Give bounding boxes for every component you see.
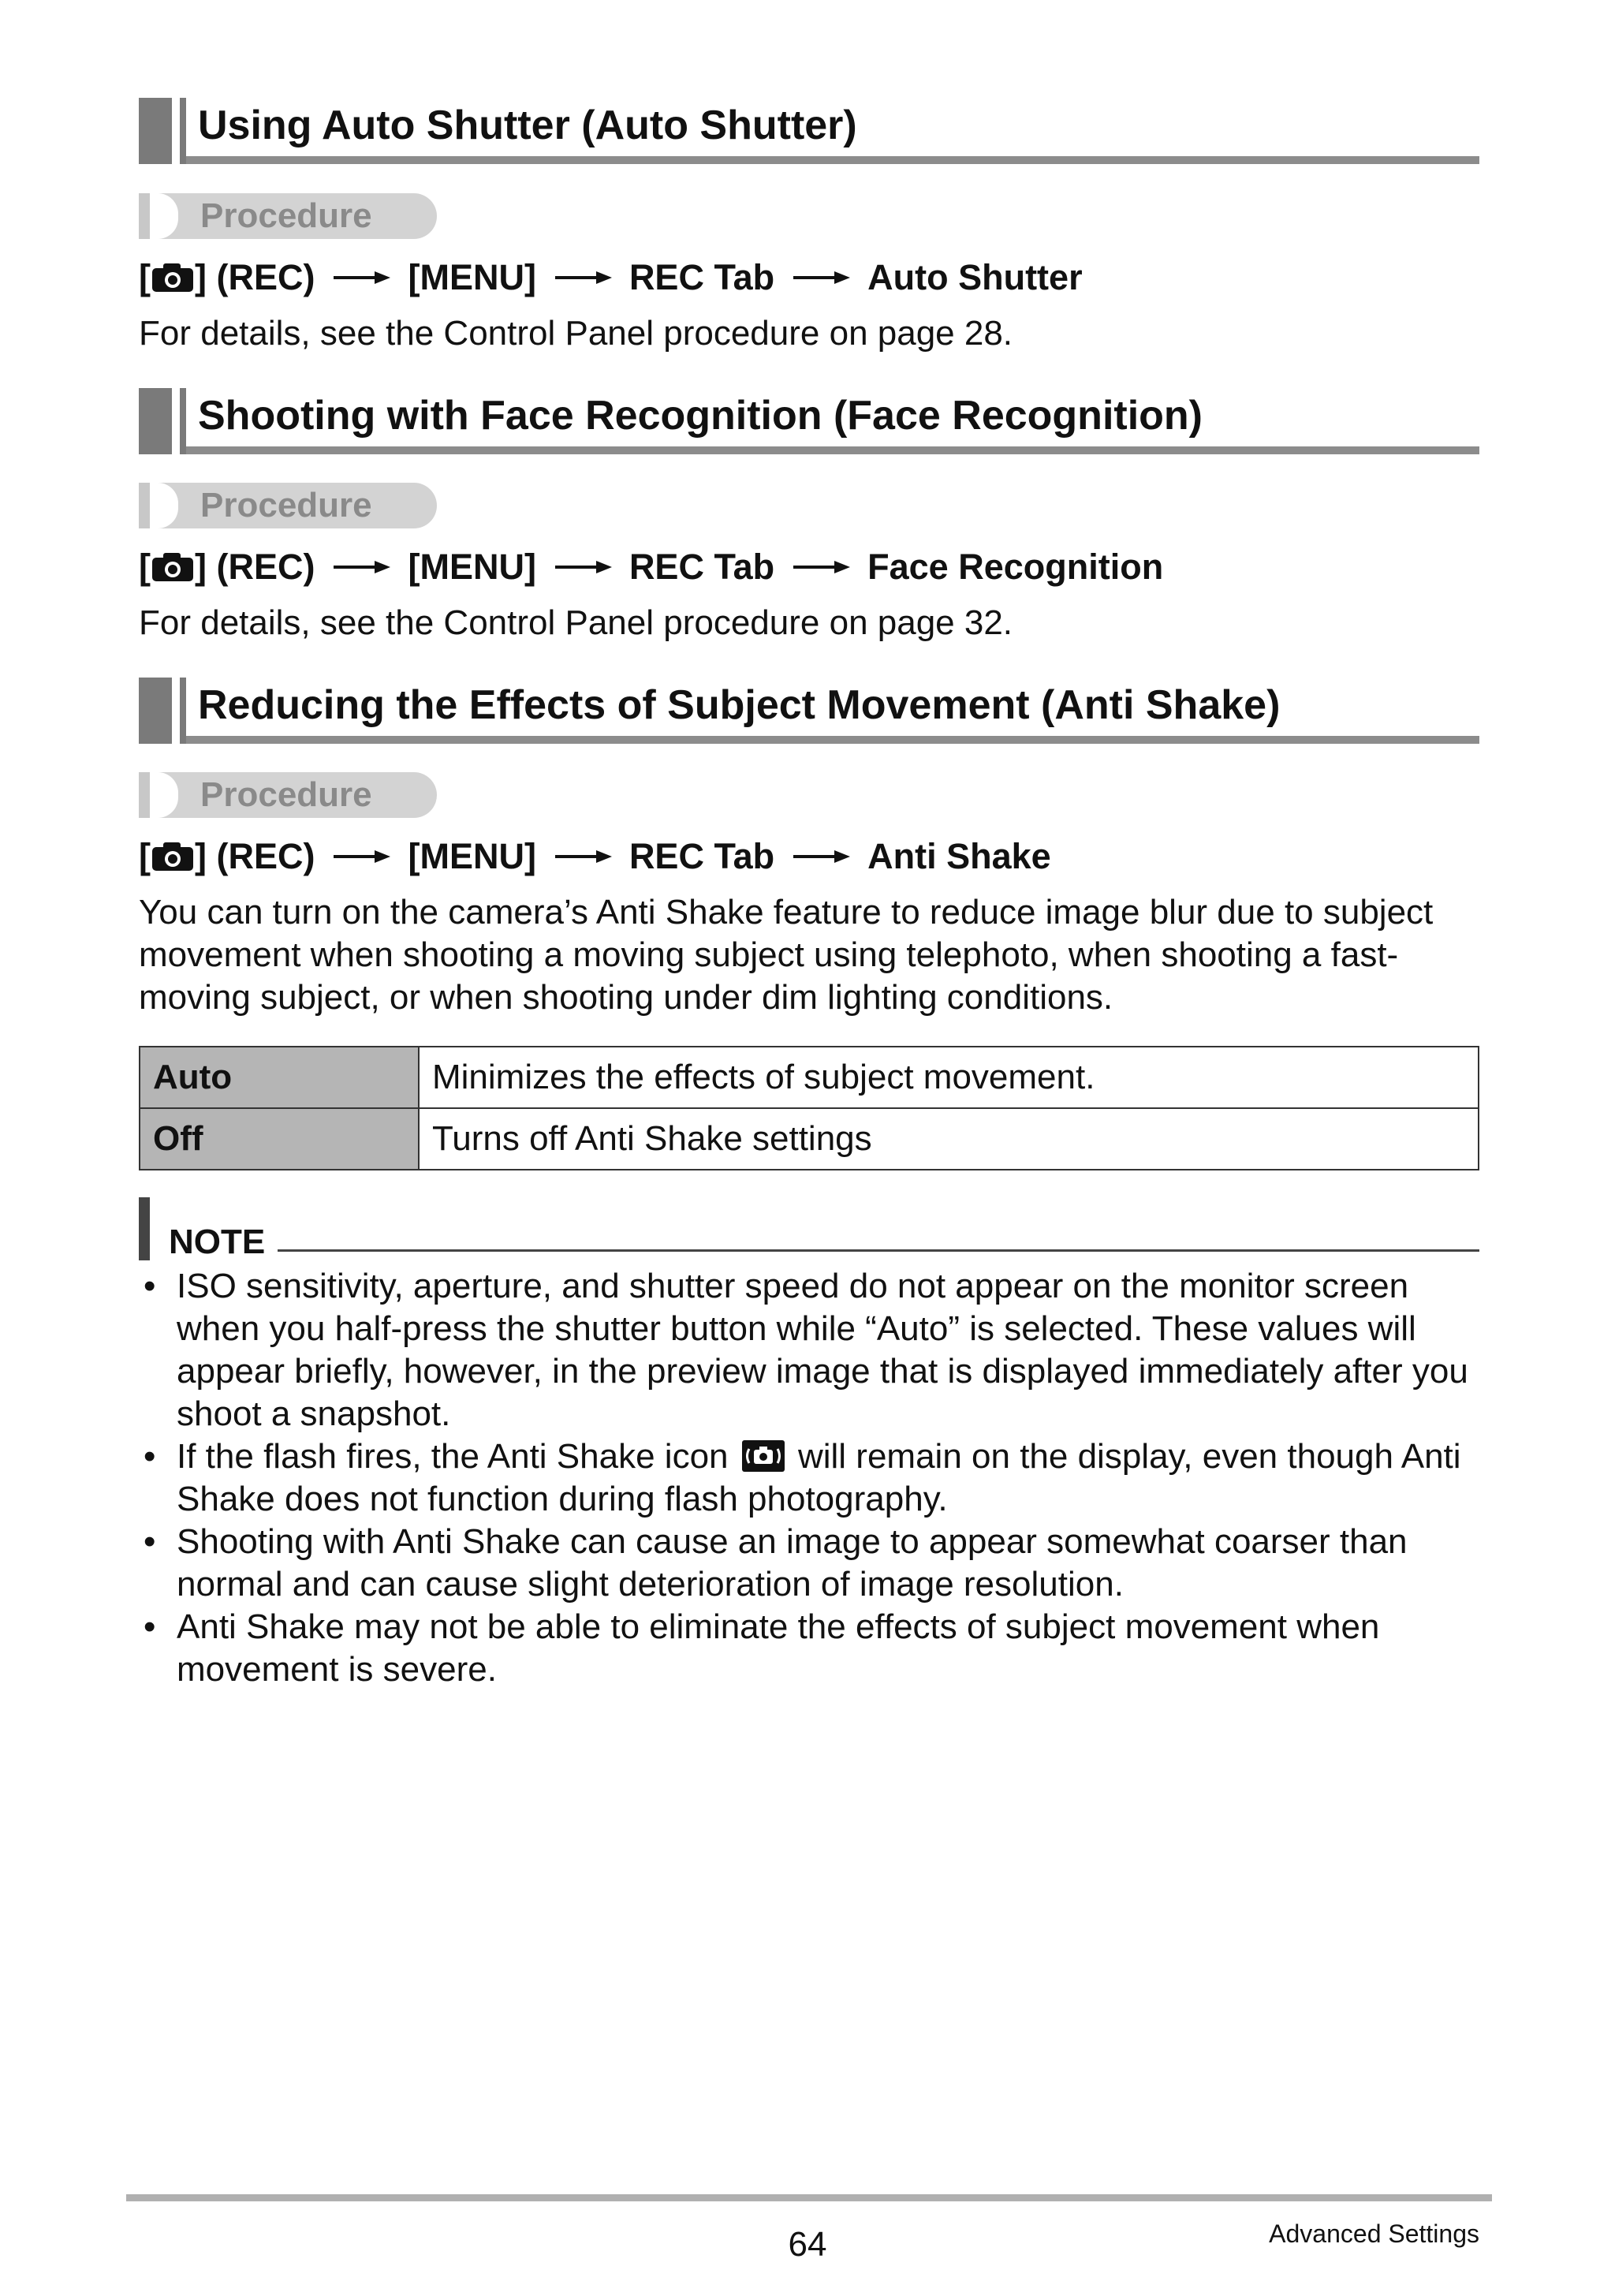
footer-section-name: Advanced Settings	[1269, 2219, 1479, 2248]
menu-item-label: Face Recognition	[867, 547, 1164, 587]
tab-label: REC Tab	[628, 836, 775, 876]
heading-marker-thin	[180, 98, 186, 164]
note-text: Shooting with Anti Shake can cause an image to appear somewhat coarser than normal and can cause slight deterioration of image resolution.	[177, 1522, 1408, 1603]
note-list	[139, 1265, 1495, 1691]
right-arrow-icon	[552, 270, 614, 286]
tab-label: REC Tab	[628, 257, 775, 297]
rec-label: ] (REC)	[195, 547, 315, 587]
heading-underline	[186, 156, 1479, 164]
bullet: •	[144, 1522, 156, 1561]
rec-label: ] (REC)	[195, 257, 315, 297]
menu-path	[139, 254, 1083, 301]
bracket-open: [	[139, 257, 151, 297]
anti-shake-icon	[741, 1439, 785, 1473]
setting-description: Turns off Anti Shake settings	[419, 1108, 1479, 1170]
setting-name: Off	[140, 1108, 419, 1170]
menu-label: [MENU]	[408, 836, 536, 876]
section-heading	[139, 678, 1479, 744]
menu-item-label: Anti Shake	[867, 836, 1051, 876]
bracket-open: [	[139, 547, 151, 587]
right-arrow-icon	[790, 559, 852, 575]
table-row	[140, 1108, 1479, 1170]
list-item	[139, 1265, 1495, 1435]
procedure-tab	[139, 193, 437, 239]
procedure-label: Procedure	[200, 486, 372, 525]
right-arrow-icon	[330, 270, 392, 286]
menu-path	[139, 543, 1163, 591]
procedure-label: Procedure	[200, 196, 372, 235]
anti-shake-settings-table	[139, 1046, 1479, 1170]
camera-icon	[151, 262, 195, 293]
procedure-tab	[139, 772, 437, 818]
list-item	[139, 1521, 1495, 1606]
section-text: For details, see the Control Panel procedure on page 28.	[139, 314, 1013, 353]
right-arrow-icon	[790, 270, 852, 286]
procedure-tab	[139, 483, 437, 528]
bullet: •	[144, 1267, 156, 1305]
right-arrow-icon	[330, 559, 392, 575]
right-arrow-icon	[552, 849, 614, 864]
menu-path	[139, 833, 1051, 880]
setting-name: Auto	[140, 1047, 419, 1108]
note-text: If the flash fires, the Anti Shake icon	[177, 1437, 729, 1476]
menu-item-label: Auto Shutter	[867, 257, 1083, 297]
section-text: For details, see the Control Panel procedure on page 32.	[139, 603, 1013, 642]
list-item	[139, 1606, 1495, 1691]
table-row	[140, 1047, 1479, 1108]
bracket-open: [	[139, 836, 151, 876]
menu-label: [MENU]	[408, 547, 536, 587]
section-title: Reducing the Effects of Subject Movement (Anti Shake)	[198, 682, 1281, 728]
camera-icon	[151, 551, 195, 583]
tab-label: REC Tab	[628, 547, 775, 587]
setting-description: Minimizes the effects of subject movement.	[419, 1047, 1479, 1108]
note-title: NOTE	[169, 1223, 266, 1261]
section-heading	[139, 98, 1479, 164]
page-number: 64	[788, 2225, 827, 2264]
note-text: ISO sensitivity, aperture, and shutter speed do not appear on the monitor screen when you half-press the shutter button while “Auto” is selected. These values will appear briefly, however, in the preview image that is displayed immediately after you shoot a snapshot.	[177, 1267, 1468, 1433]
heading-marker	[139, 98, 172, 164]
note-text: Anti Shake may not be able to eliminate the effects of subject movement when movement is severe.	[177, 1607, 1380, 1689]
note-rule	[278, 1249, 1479, 1252]
right-arrow-icon	[790, 849, 852, 864]
right-arrow-icon	[330, 849, 392, 864]
right-arrow-icon	[552, 559, 614, 575]
bullet: •	[144, 1607, 156, 1646]
note-marker	[139, 1197, 150, 1260]
menu-label: [MENU]	[408, 257, 536, 297]
section-title: Shooting with Face Recognition (Face Recognition)	[198, 393, 1203, 439]
section-text: You can turn on the camera’s Anti Shake feature to reduce image blur due to subject movement when shooting a moving subject using telephoto, when shooting a fast-moving subject, or when shooting under dim lighting conditions.	[139, 893, 1434, 1017]
procedure-label: Procedure	[200, 775, 372, 814]
camera-icon	[151, 841, 195, 872]
bullet: •	[144, 1437, 156, 1476]
list-item	[139, 1435, 1495, 1521]
rec-label: ] (REC)	[195, 836, 315, 876]
section-title: Using Auto Shutter (Auto Shutter)	[198, 103, 857, 148]
note-text: will remain on the display, even though Anti Shake does not function during flash photography.	[177, 1437, 1461, 1518]
footer-rule	[126, 2194, 1492, 2201]
section-heading	[139, 388, 1479, 454]
